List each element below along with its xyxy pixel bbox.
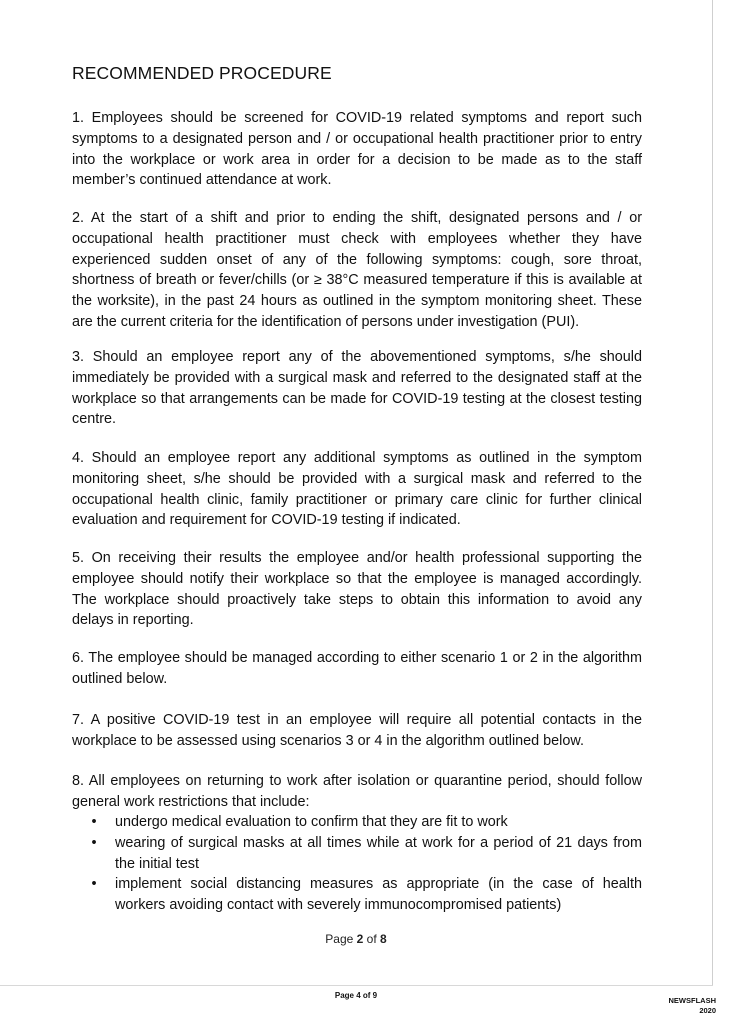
page-word: Page	[325, 932, 354, 946]
page-total: 8	[380, 932, 387, 946]
newsletter-brand	[669, 996, 717, 1016]
brand-name: NEWSFLASH	[668, 996, 716, 1005]
list-item-text: undergo medical evaluation to confirm that they are fit to work	[115, 814, 508, 830]
paragraph-2: 2. At the start of a shift and prior to ending the shift, designated persons and / or occupational health practitioner must check with employees whether they have experienced sudden onset of any of the following symptoms: cough, sore throat, shortness of breath or fever/chills (or ≥ 38°C measured temperature if this is available at the worksite), in the past 24 hours as outlined in the symptom monitoring sheet. These are the current criteria for the identification of persons under investigation (PUI).	[72, 210, 642, 330]
page-current: 2	[356, 932, 364, 946]
paragraph-3: 3. Should an employee report any of the abovementioned symptoms, s/he should immediately be provided with a surgical mask and referred to the designated staff at the workplace so that arrangements can be made for COVID-19 testing at the closest testing centre.	[72, 349, 642, 428]
paragraph-1: 1. Employees should be screened for COVID-19 related symptoms and report such symptoms to a designated person and / or occupational health practitioner prior to entry into the workplace or work area in order for a decision to be made as to the staff member’s continued attendance at work.	[72, 110, 642, 189]
paragraph-8: 8. All employees on returning to work after isolation or quarantine period, should follow general work restrictions that include:	[72, 773, 642, 810]
paragraph-5: 5. On receiving their results the employee and/or health professional supporting the employee should notify their workplace so that the employee is managed accordingly. The workplace should proactively take steps to obtain this information to avoid any delays in reporting.	[72, 550, 642, 629]
paragraph-4: 4. Should an employee report any additional symptoms as outlined in the symptom monitoring sheet, s/he should be provided with a surgical mask and referred to the occupational health clinic, family practitioner or primary care clinic for further clinical evaluation and requirement for COVID-19 testing if indicated.	[72, 450, 642, 529]
page-bottom-border	[0, 985, 713, 986]
list-item-text: wearing of surgical masks at all times while at work for a period of 21 days from the initial test	[115, 834, 642, 872]
page-right-border	[712, 0, 713, 985]
bullet-icon: •	[91, 876, 97, 893]
list-item	[88, 833, 642, 875]
newsletter-page-number: Page 4 of 9	[334, 991, 378, 1000]
restrictions-list	[88, 812, 642, 916]
document-heading: RECOMMENDED PROCEDURE	[72, 63, 332, 83]
bullet-icon: •	[91, 834, 97, 851]
paragraph-6: 6. The employee should be managed according to either scenario 1 or 2 in the algorithm outlined below.	[72, 650, 642, 687]
brand-year: 2020	[699, 1006, 716, 1015]
list-item	[88, 812, 642, 833]
of-word: of	[366, 932, 377, 946]
list-item	[88, 874, 642, 916]
list-item-text: implement social distancing measures as appropriate (in the case of health workers avoiding contact with severely immunocompromised patients)	[115, 876, 642, 914]
document-page-number	[0, 932, 712, 946]
paragraph-7: 7. A positive COVID-19 test in an employee will require all potential contacts in the workplace to be assessed using scenarios 3 or 4 in the algorithm outlined below.	[72, 712, 642, 749]
bullet-icon: •	[91, 814, 97, 830]
